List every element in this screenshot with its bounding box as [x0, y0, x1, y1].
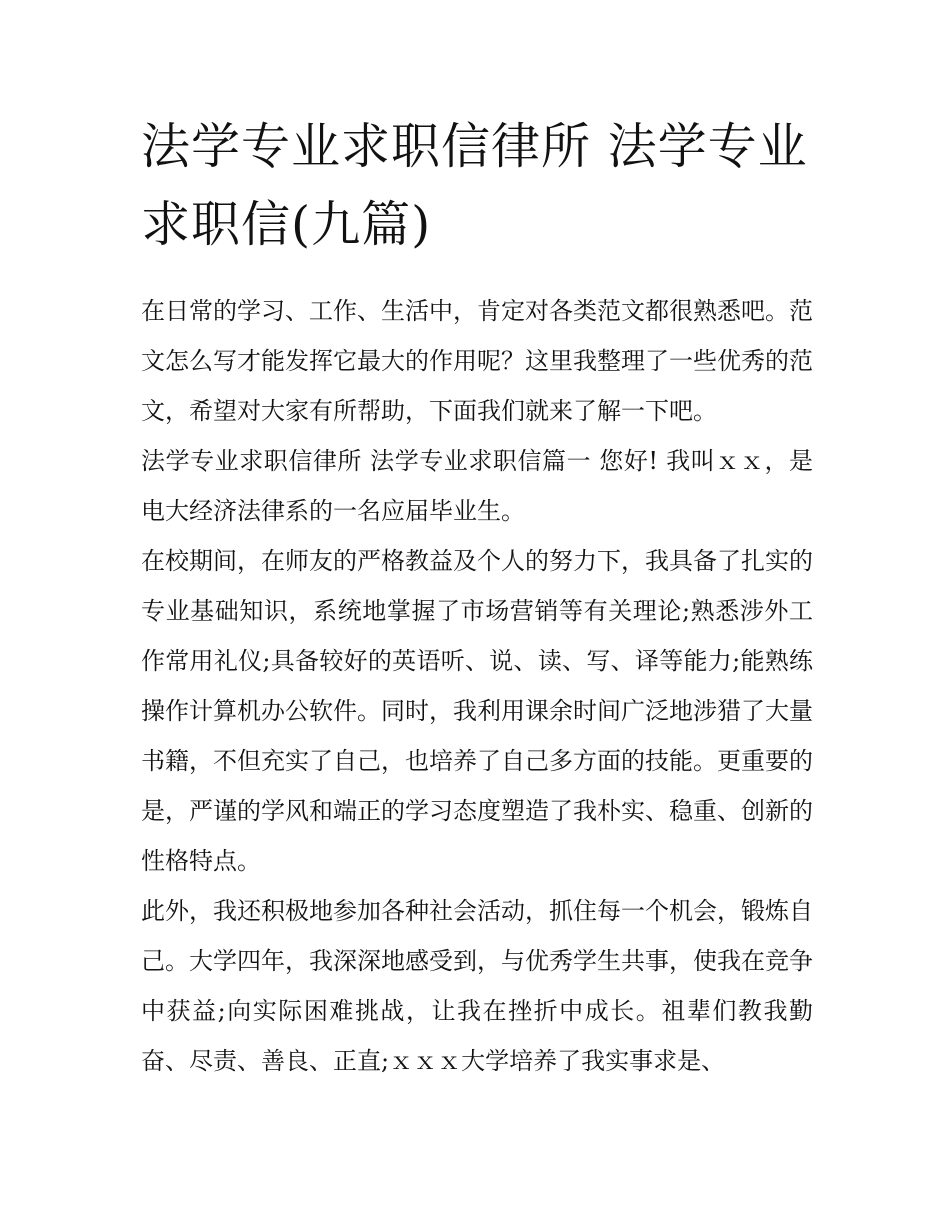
paragraph-intro: 在日常的学习、工作、生活中，肯定对各类范文都很熟悉吧。范文怎么写才能发挥它最大的作用呢？这里我整理了一些优秀的范文，希望对大家有所帮助，下面我们就来了解一下吧。 — [141, 297, 813, 425]
paragraph-greeting: 法学专业求职信律所 法学专业求职信篇一 您好! 我叫ｘｘ，是电大经济法律系的一名应届毕业生。 — [141, 447, 813, 525]
paragraph-education: 在校期间，在师友的严格教益及个人的努力下，我具备了扎实的专业基础知识，系统地掌握了市场营销等有关理论;熟悉涉外工作常用礼仪;具备较好的英语听、说、读、写、译等能力;能熟练操作计算机办公软件。同时，我利用课余时间广泛地涉猎了大量书籍，不但充实了自己，也培养了自己多方面的技能。更重要的是，严谨的学风和端正的学习态度塑造了我朴实、稳重、创新的性格特点。 — [141, 547, 813, 875]
document-title: 法学专业求职信律所 法学专业求职信(九篇) — [141, 118, 808, 253]
paragraph-activities: 此外，我还积极地参加各种社会活动，抓住每一个机会，锻炼自己。大学四年，我深深地感受到，与优秀学生共事，使我在竞争中获益;向实际困难挑战，让我在挫折中成长。祖辈们教我勤奋、尽责、善良、正直;ｘｘｘ大学培养了我实事求是、 — [141, 897, 813, 1075]
document-body — [141, 286, 813, 1086]
